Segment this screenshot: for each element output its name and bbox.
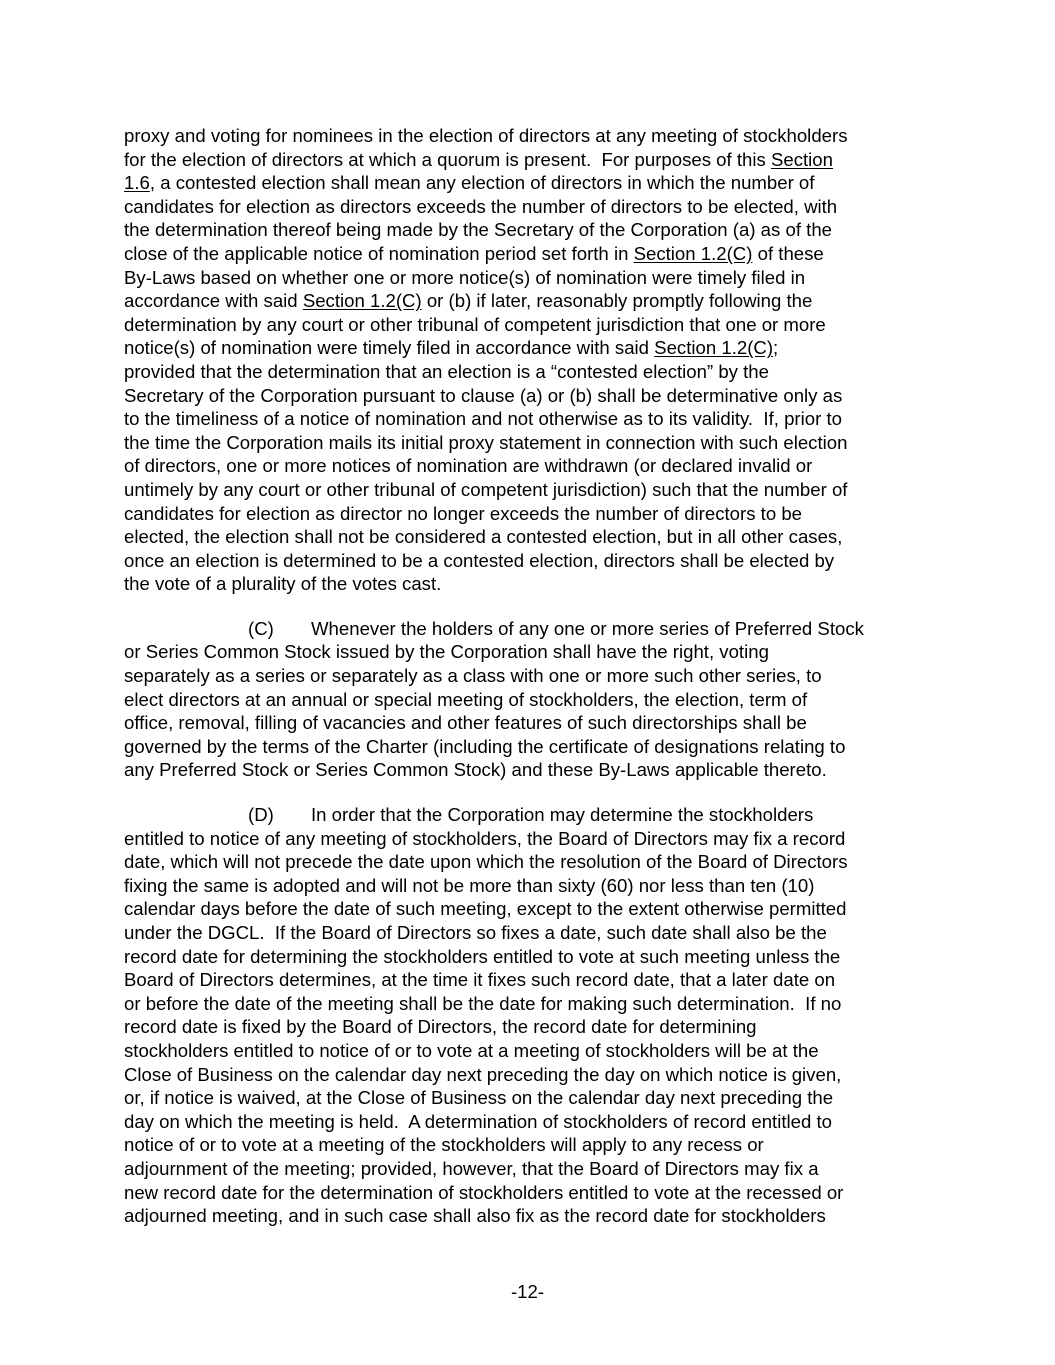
text-line: or before the date of the meeting shall be the date for making such determination. If no [124, 992, 842, 1014]
text-line [124, 360, 936, 384]
text-line: date, which will not precede the date upon which the resolution of the Board of Directors [124, 851, 848, 873]
page-number: -12- [510, 1281, 545, 1302]
section-reference: Section [770, 148, 833, 170]
section-reference: Section 1.2(C) [633, 242, 753, 264]
text-line: entitled to notice of any meeting of stockholders, the Board of Directors may fix a record [124, 827, 846, 849]
text-run: ; [773, 337, 779, 359]
text-run: untimely by any court or other tribunal of competent jurisdiction) such that the number of [124, 478, 848, 500]
text-line [124, 171, 936, 195]
text-run: elected, the election shall not be considered a contested election, but in all other cases, [124, 526, 843, 548]
text-run: the vote of a plurality of the votes cast. [124, 573, 442, 595]
section-reference: 1.6 [124, 172, 150, 194]
section-reference: Section 1.2(C) [302, 290, 422, 312]
text-line [124, 124, 936, 148]
clause-label-c: (C) [248, 617, 274, 639]
text-line: stockholders entitled to notice of or to vote at a meeting of stockholders will be at the [124, 1039, 819, 1061]
text-line [124, 478, 936, 502]
text-run: of these [752, 242, 824, 264]
paragraph-gap [124, 596, 936, 617]
paragraph-d [124, 803, 936, 1228]
text-line [124, 218, 936, 242]
paragraph-contested-election [124, 124, 936, 596]
clause-label-d: (D) [248, 804, 274, 826]
text-run: for the election of directors at which a quorum is present. For purposes of this [124, 148, 771, 170]
text-line [124, 549, 936, 573]
paragraph-c-first-line [124, 617, 936, 641]
text-run: or (b) if later, reasonably promptly following the [421, 290, 813, 312]
text-line: any Preferred Stock or Series Common Stock) and these By-Laws applicable thereto. [124, 759, 827, 781]
text-line [124, 195, 936, 219]
text-line [124, 454, 936, 478]
text-line [124, 313, 936, 337]
text-run: to the timeliness of a notice of nomination and not otherwise as to its validity. If, prior to [124, 408, 842, 430]
section-reference: Section 1.2(C) [654, 337, 774, 359]
text-line [124, 148, 936, 172]
paragraph-c [124, 617, 936, 782]
text-line [124, 572, 936, 596]
text-line: new record date for the determination of stockholders entitled to vote at the recessed or [124, 1181, 844, 1203]
paragraph-d-first-line [124, 803, 936, 827]
text-line: notice of or to vote at a meeting of the stockholders will apply to any recess or [124, 1134, 764, 1156]
document-page [124, 124, 936, 1228]
text-line [124, 525, 936, 549]
text-line: or, if notice is waived, at the Close of Business on the calendar day next preceding the [124, 1087, 834, 1109]
paragraph-c-first-text: Whenever the holders of any one or more series of Preferred Stock [311, 617, 864, 639]
text-line: Close of Business on the calendar day next preceding the day on which notice is given, [124, 1063, 842, 1085]
text-run: proxy and voting for nominees in the election of directors at any meeting of stockholders [124, 125, 848, 146]
text-line: under the DGCL. If the Board of Directors so fixes a date, such date shall also be the [124, 922, 827, 943]
text-line: adjournment of the meeting; provided, however, that the Board of Directors may fix a [124, 1157, 819, 1179]
text-line: adjourned meeting, and in such case shall also fix as the record date for stockholders [124, 1205, 826, 1227]
paragraph-c-body [124, 640, 936, 782]
text-run: accordance with said [124, 290, 303, 312]
text-line: separately as a series or separately as a class with one or more such other series, to [124, 665, 822, 687]
text-line: governed by the terms of the Charter (including the certificate of designations relating to [124, 735, 846, 757]
text-run: notice(s) of nomination were timely filed in accordance with said [124, 337, 655, 359]
text-run: of directors, one or more notices of nomination are withdrawn (or declared invalid or [124, 455, 813, 477]
text-run: candidates for election as director no longer exceeds the number of directors to be [124, 502, 803, 524]
text-run: the determination thereof being made by the Secretary of the Corporation (a) as of the [124, 219, 833, 241]
text-run: , a contested election shall mean any election of directors in which the number of [149, 172, 815, 194]
text-run: the time the Corporation mails its initial proxy statement in connection with such election [124, 431, 848, 453]
text-line [124, 242, 936, 266]
text-line: or Series Common Stock issued by the Corporation shall have the right, voting [124, 641, 769, 663]
text-run: determination by any court or other tribunal of competent jurisdiction that one or more [124, 313, 826, 335]
text-line [124, 266, 936, 290]
text-line: record date for determining the stockholders entitled to vote at such meeting unless the [124, 945, 841, 967]
text-line [124, 384, 936, 408]
text-run: once an election is determined to be a contested election, directors shall be elected by [124, 549, 835, 571]
text-line [124, 431, 936, 455]
text-run: provided that the determination that an election is a “contested election” by the [124, 360, 769, 382]
text-run: Secretary of the Corporation pursuant to clause (a) or (b) shall be determinative only as [124, 384, 843, 406]
text-line: elect directors at an annual or special meeting of stockholders, the election, term of [124, 688, 808, 710]
text-line [124, 336, 936, 360]
text-line [124, 407, 936, 431]
text-line: day on which the meeting is held. A determination of stockholders of record entitled to [124, 1110, 833, 1132]
text-run: candidates for election as directors exceeds the number of directors to be elected, with [124, 195, 838, 217]
paragraph-gap [124, 782, 936, 803]
text-line: record date is fixed by the Board of Directors, the record date for determining [124, 1016, 757, 1038]
text-line: office, removal, filling of vacancies and other features of such directorships shall be [124, 712, 807, 734]
text-run: close of the applicable notice of nomination period set forth in [124, 242, 634, 264]
text-line [124, 289, 936, 313]
text-line: Board of Directors determines, at the time it fixes such record date, that a later date on [124, 969, 836, 991]
text-line [124, 502, 936, 526]
paragraph-d-first-text: In order that the Corporation may determine the stockholders [311, 804, 814, 826]
text-line: fixing the same is adopted and will not be more than sixty (60) nor less than ten (10) [124, 874, 815, 896]
text-run: By-Laws based on whether one or more notice(s) of nomination were timely filed in [124, 266, 806, 288]
paragraph-d-body [124, 827, 936, 1228]
text-line: calendar days before the date of such meeting, except to the extent otherwise permitted [124, 898, 847, 920]
